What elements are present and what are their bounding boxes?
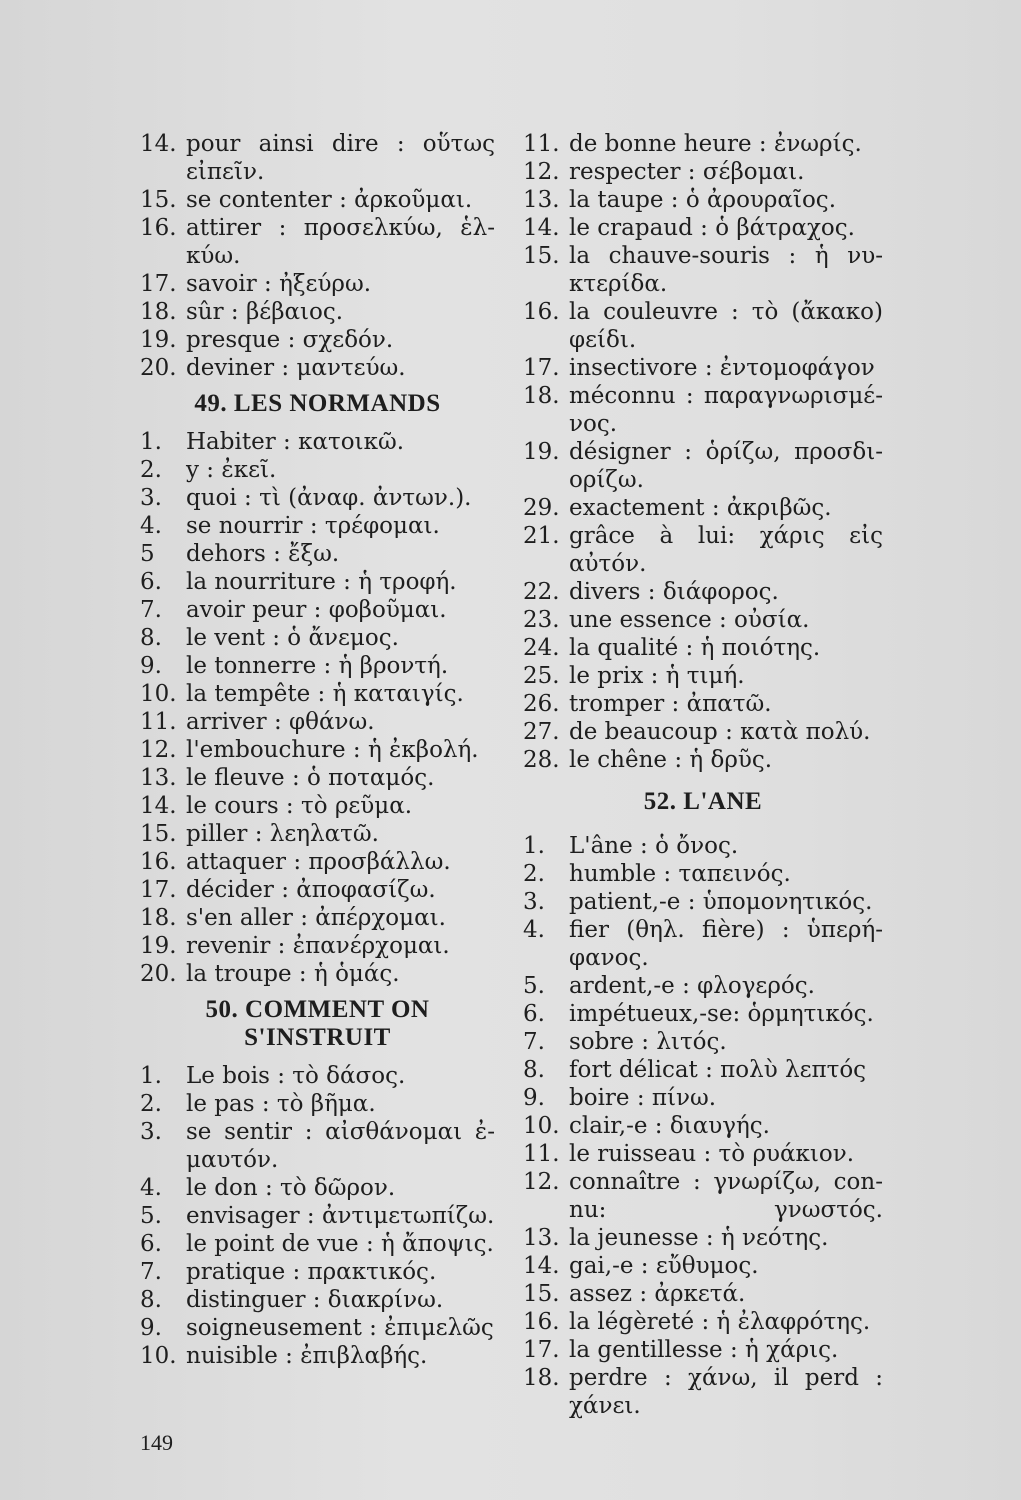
- entry-number: 16.: [523, 299, 560, 325]
- entry-number: 13.: [140, 765, 177, 791]
- entry-text: le point de vue : ἡ ἄποψις.: [186, 1231, 494, 1257]
- vocab-list-51-continued: [523, 130, 883, 774]
- entry-number: 10.: [140, 681, 177, 707]
- vocab-entry: [523, 1112, 883, 1140]
- entry-text: la jeunesse : ἡ νεότης.: [569, 1225, 829, 1251]
- entry-text: la qualité : ἡ ποιότης.: [569, 635, 821, 661]
- vocab-entry: [140, 270, 495, 298]
- entry-number: 14.: [140, 131, 177, 157]
- entry-number: 9.: [140, 653, 162, 679]
- vocab-entry: [523, 298, 883, 354]
- entry-number: 8.: [140, 625, 162, 651]
- entry-text: le fleuve : ὁ ποταμός.: [186, 765, 435, 791]
- entry-number: 15.: [523, 1281, 560, 1307]
- entry-text: pour ainsi dire : οὕτως εἰπεῖν.: [186, 131, 495, 185]
- right-column: [523, 130, 883, 1420]
- vocab-entry: [523, 214, 883, 242]
- vocab-entry: [523, 1056, 883, 1084]
- entry-text: quoi : τὶ (ἀναφ. ἀντων.).: [186, 485, 472, 511]
- section-heading-52: 52. L'ANE: [643, 788, 763, 815]
- left-column: [140, 130, 495, 1370]
- vocab-entry: [140, 186, 495, 214]
- vocab-entry: [140, 1118, 495, 1174]
- entry-number: 11.: [523, 1141, 560, 1167]
- vocab-entry: [523, 634, 883, 662]
- entry-text: savoir : ἠξεύρω.: [186, 271, 372, 297]
- vocab-entry: [140, 904, 495, 932]
- vocab-entry: [140, 764, 495, 792]
- entry-text: décider : ἀποφασίζω.: [186, 877, 436, 903]
- entry-number: 3.: [523, 889, 545, 915]
- vocab-entry: [523, 242, 883, 298]
- vocab-entry: [140, 1230, 495, 1258]
- vocab-entry: [140, 1174, 495, 1202]
- entry-number: 19.: [140, 933, 177, 959]
- vocab-entry: [523, 972, 883, 1000]
- entry-number: 16.: [140, 215, 177, 241]
- entry-text: sobre : λιτός.: [569, 1029, 727, 1055]
- entry-text: fier (θηλ. fière) : ὑπερή-φανος.: [569, 917, 883, 971]
- vocab-entry: [523, 916, 883, 972]
- entry-text: impétueux,-se: ὁρμητικός.: [569, 1001, 874, 1027]
- entry-number: 14.: [140, 793, 177, 819]
- entry-text: grâce à lui: χάρις εἰς αὐτόν.: [569, 523, 883, 577]
- entry-number: 20.: [140, 961, 177, 987]
- entry-text: le crapaud : ὁ βάτραχος.: [569, 215, 855, 241]
- vocab-entry: [140, 456, 495, 484]
- entry-text: le pas : τὸ βῆμα.: [186, 1091, 376, 1117]
- entry-text: divers : διάφορος.: [569, 579, 779, 605]
- vocab-entry: [523, 1168, 883, 1224]
- vocab-entry: [140, 932, 495, 960]
- entry-text: envisager : ἀντιμετωπίζω.: [186, 1203, 495, 1229]
- entry-number: 26.: [523, 691, 560, 717]
- entry-number: 12.: [523, 1169, 560, 1195]
- entry-text: Le bois : τὸ δάσος.: [186, 1063, 406, 1089]
- entry-text: attaquer : προσβάλλω.: [186, 849, 451, 875]
- entry-text: avoir peur : φοβοῦμαι.: [186, 597, 447, 623]
- entry-number: 14.: [523, 1253, 560, 1279]
- entry-number: 23.: [523, 607, 560, 633]
- entry-number: 19.: [140, 327, 177, 353]
- vocab-entry: [140, 484, 495, 512]
- vocab-entry: [523, 718, 883, 746]
- vocab-entry: [523, 888, 883, 916]
- entry-text: boire : πίνω.: [569, 1085, 717, 1111]
- entry-text: la chauve-souris : ἡ νυ-κτερίδα.: [569, 243, 883, 297]
- entry-number: 2.: [523, 861, 545, 887]
- entry-text: patient,-e : ὑπομονητικός.: [569, 889, 873, 915]
- entry-text: le cours : τὸ ρεῦμα.: [186, 793, 413, 819]
- entry-text: assez : ἀρκετά.: [569, 1281, 746, 1307]
- entry-number: 2.: [140, 457, 162, 483]
- entry-number: 7.: [523, 1029, 545, 1055]
- entry-text: la tempête : ἡ καταιγίς.: [186, 681, 464, 707]
- vocab-entry: [140, 354, 495, 382]
- entry-number: 19.: [523, 439, 560, 465]
- entry-number: 16.: [523, 1309, 560, 1335]
- vocab-entry: [523, 690, 883, 718]
- entry-text: revenir : ἐπανέρχομαι.: [186, 933, 450, 959]
- entry-number: 17.: [523, 355, 560, 381]
- entry-text: insectivore : ἐντομοφάγον: [569, 355, 875, 381]
- vocab-entry: [523, 158, 883, 186]
- vocab-entry: [140, 130, 495, 186]
- entry-number: 1.: [523, 833, 545, 859]
- entry-number: 10.: [523, 1113, 560, 1139]
- entry-number: 11.: [140, 709, 177, 735]
- vocab-entry: [140, 876, 495, 904]
- vocab-entry: [140, 1342, 495, 1370]
- entry-text: la couleuvre : τὸ (ἄκακο) φείδι.: [569, 299, 883, 353]
- entry-text: se contenter : ἀρκοῦμαι.: [186, 187, 473, 213]
- vocab-entry: [140, 1258, 495, 1286]
- vocab-entry: [523, 1280, 883, 1308]
- entry-text: tromper : ἀπατῶ.: [569, 691, 772, 717]
- entry-number: 18.: [523, 383, 560, 409]
- vocab-entry: [523, 438, 883, 494]
- entry-text: y : ἐκεῖ.: [186, 457, 277, 483]
- vocab-entry: [140, 624, 495, 652]
- vocab-entry: [523, 578, 883, 606]
- entry-text: le don : τὸ δῶρον.: [186, 1175, 396, 1201]
- entry-number: 1.: [140, 429, 162, 455]
- vocab-entry: [140, 1090, 495, 1118]
- entry-text: la nourriture : ἡ τροφή.: [186, 569, 457, 595]
- entry-text: exactement : ἀκριβῶς.: [569, 495, 832, 521]
- entry-text: nuisible : ἐπιβλαβής.: [186, 1343, 428, 1369]
- entry-text: connaître : γνωρίζω, con-nu: γνωστός.: [569, 1169, 883, 1223]
- entry-text: dehors : ἔξω.: [186, 541, 340, 567]
- entry-text: une essence : οὐσία.: [569, 607, 810, 633]
- entry-number: 9.: [140, 1315, 162, 1341]
- vocab-entry: [523, 662, 883, 690]
- entry-number: 3.: [140, 485, 162, 511]
- entry-text: fort délicat : πολὺ λεπτός: [569, 1057, 867, 1083]
- vocab-entry: [523, 1028, 883, 1056]
- vocab-entry: [523, 1084, 883, 1112]
- entry-number: 7.: [140, 597, 162, 623]
- entry-number: 14.: [523, 215, 560, 241]
- entry-number: 18.: [140, 905, 177, 931]
- entry-number: 29.: [523, 495, 560, 521]
- entry-text: arriver : φθάνω.: [186, 709, 375, 735]
- entry-text: désigner : ὁρίζω, προσδι-ορίζω.: [569, 439, 883, 493]
- entry-text: la troupe : ἡ ὁμάς.: [186, 961, 400, 987]
- entry-text: méconnu : παραγνωρισμέ-νος.: [569, 383, 883, 437]
- entry-number: 7.: [140, 1259, 162, 1285]
- entry-text: respecter : σέβομαι.: [569, 159, 805, 185]
- entry-number: 15.: [140, 187, 177, 213]
- entry-text: presque : σχεδόν.: [186, 327, 394, 353]
- vocab-entry: [140, 736, 495, 764]
- entry-text: piller : λεηλατῶ.: [186, 821, 379, 847]
- entry-number: 17.: [523, 1337, 560, 1363]
- entry-number: 5: [140, 541, 155, 567]
- entry-number: 10.: [140, 1343, 177, 1369]
- entry-number: 28.: [523, 747, 560, 773]
- entry-text: L'âne : ὁ ὄνος.: [569, 833, 739, 859]
- entry-number: 11.: [523, 131, 560, 157]
- entry-text: ardent,-e : φλογερός.: [569, 973, 815, 999]
- entry-number: 20.: [140, 355, 177, 381]
- vocab-entry: [523, 1140, 883, 1168]
- vocab-entry: [523, 522, 883, 578]
- section-heading-50: 50. COMMENT ON S'INSTRUIT: [205, 996, 430, 1051]
- entry-number: 17.: [140, 877, 177, 903]
- entry-text: distinguer : διακρίνω.: [186, 1287, 444, 1313]
- vocab-entry: [523, 1252, 883, 1280]
- entry-number: 15.: [523, 243, 560, 269]
- entry-text: Habiter : κατοικῶ.: [186, 429, 405, 455]
- vocab-list-49: [140, 428, 495, 988]
- vocab-entry: [140, 428, 495, 456]
- entry-text: clair,-e : διαυγής.: [569, 1113, 770, 1139]
- vocab-entry: [523, 746, 883, 774]
- entry-text: le ruisseau : τὸ ρυάκιον.: [569, 1141, 855, 1167]
- vocab-entry: [523, 606, 883, 634]
- vocab-entry: [140, 214, 495, 270]
- vocab-entry: [140, 568, 495, 596]
- vocab-entry: [523, 186, 883, 214]
- entry-number: 12.: [523, 159, 560, 185]
- entry-number: 4.: [523, 917, 545, 943]
- vocab-entry: [140, 708, 495, 736]
- vocab-entry: [140, 960, 495, 988]
- entry-number: 16.: [140, 849, 177, 875]
- entry-number: 18.: [140, 299, 177, 325]
- vocab-entry: [140, 1314, 495, 1342]
- entry-number: 18.: [523, 1365, 560, 1391]
- entry-text: pratique : πρακτικός.: [186, 1259, 437, 1285]
- entry-text: perdre : χάνω, il perd : χάνει.: [569, 1365, 883, 1419]
- entry-text: la taupe : ὁ ἀρουραῖος.: [569, 187, 837, 213]
- entry-number: 9.: [523, 1085, 545, 1111]
- entry-number: 2.: [140, 1091, 162, 1117]
- page-number: 149: [140, 1430, 173, 1455]
- entry-number: 6.: [523, 1001, 545, 1027]
- entry-number: 24.: [523, 635, 560, 661]
- entry-number: 4.: [140, 1175, 162, 1201]
- vocab-entry: [140, 326, 495, 354]
- vocab-entry: [140, 680, 495, 708]
- entry-text: la légèreté : ἡ ἐλαφρότης.: [569, 1309, 871, 1335]
- entry-number: 5.: [140, 1203, 162, 1229]
- vocab-entry: [523, 832, 883, 860]
- entry-number: 15.: [140, 821, 177, 847]
- entry-number: 8.: [523, 1057, 545, 1083]
- entry-text: se nourrir : τρέφομαι.: [186, 513, 440, 539]
- entry-text: la gentillesse : ἡ χάρις.: [569, 1337, 839, 1363]
- vocab-entry: [140, 1286, 495, 1314]
- vocab-entry: [140, 596, 495, 624]
- entry-text: gai,-e : εὔθυμος.: [569, 1253, 759, 1279]
- entry-number: 1.: [140, 1063, 162, 1089]
- vocab-list-52: [523, 832, 883, 1420]
- entry-number: 17.: [140, 271, 177, 297]
- entry-text: le prix : ἡ τιμή.: [569, 663, 745, 689]
- vocab-list-50: [140, 1062, 495, 1370]
- entry-text: de bonne heure : ἐνωρίς.: [569, 131, 862, 157]
- entry-number: 8.: [140, 1287, 162, 1313]
- vocab-entry: [140, 792, 495, 820]
- entry-text: le chêne : ἡ δρῦς.: [569, 747, 773, 773]
- vocab-entry: [523, 130, 883, 158]
- entry-number: 22.: [523, 579, 560, 605]
- vocab-entry: [523, 1336, 883, 1364]
- entry-text: se sentir : αἰσθάνομαι ἐ-μαυτόν.: [186, 1119, 495, 1173]
- entry-number: 13.: [523, 187, 560, 213]
- entry-text: attirer : προσελκύω, ἑλ-κύω.: [186, 215, 495, 269]
- section-heading-49: 49. LES NORMANDS: [194, 390, 441, 417]
- vocab-entry: [140, 1062, 495, 1090]
- entry-text: le vent : ὁ ἄνεμος.: [186, 625, 399, 651]
- vocab-entry: [523, 1000, 883, 1028]
- entry-number: 25.: [523, 663, 560, 689]
- vocab-entry: [140, 512, 495, 540]
- vocab-entry: [140, 540, 495, 568]
- entry-text: de beaucoup : κατὰ πολύ.: [569, 719, 871, 745]
- vocab-entry: [140, 298, 495, 326]
- entry-text: s'en aller : ἀπέρχομαι.: [186, 905, 446, 931]
- entry-text: humble : ταπεινός.: [569, 861, 791, 887]
- entry-number: 4.: [140, 513, 162, 539]
- vocab-entry: [523, 382, 883, 438]
- entry-text: le tonnerre : ἡ βροντή.: [186, 653, 449, 679]
- vocab-entry: [140, 848, 495, 876]
- entry-text: l'embouchure : ἡ ἐκβολή.: [186, 737, 479, 763]
- vocab-entry: [140, 1202, 495, 1230]
- vocab-entry: [523, 494, 883, 522]
- entry-text: deviner : μαντεύω.: [186, 355, 406, 381]
- entry-number: 21.: [523, 523, 560, 549]
- vocab-entry: [523, 1308, 883, 1336]
- entry-number: 3.: [140, 1119, 162, 1145]
- vocab-entry: [523, 354, 883, 382]
- vocab-entry: [523, 1364, 883, 1420]
- vocab-entry: [523, 1224, 883, 1252]
- vocab-entry: [140, 820, 495, 848]
- entry-number: 6.: [140, 569, 162, 595]
- entry-number: 5.: [523, 973, 545, 999]
- entry-number: 12.: [140, 737, 177, 763]
- entry-number: 13.: [523, 1225, 560, 1251]
- entry-number: 6.: [140, 1231, 162, 1257]
- entry-text: soigneusement : ἐπιμελῶς: [186, 1315, 494, 1341]
- entry-text: sûr : βέβαιος.: [186, 299, 344, 325]
- entry-number: 27.: [523, 719, 560, 745]
- vocab-entry: [523, 860, 883, 888]
- vocab-list-48-continued: [140, 130, 495, 382]
- vocab-entry: [140, 652, 495, 680]
